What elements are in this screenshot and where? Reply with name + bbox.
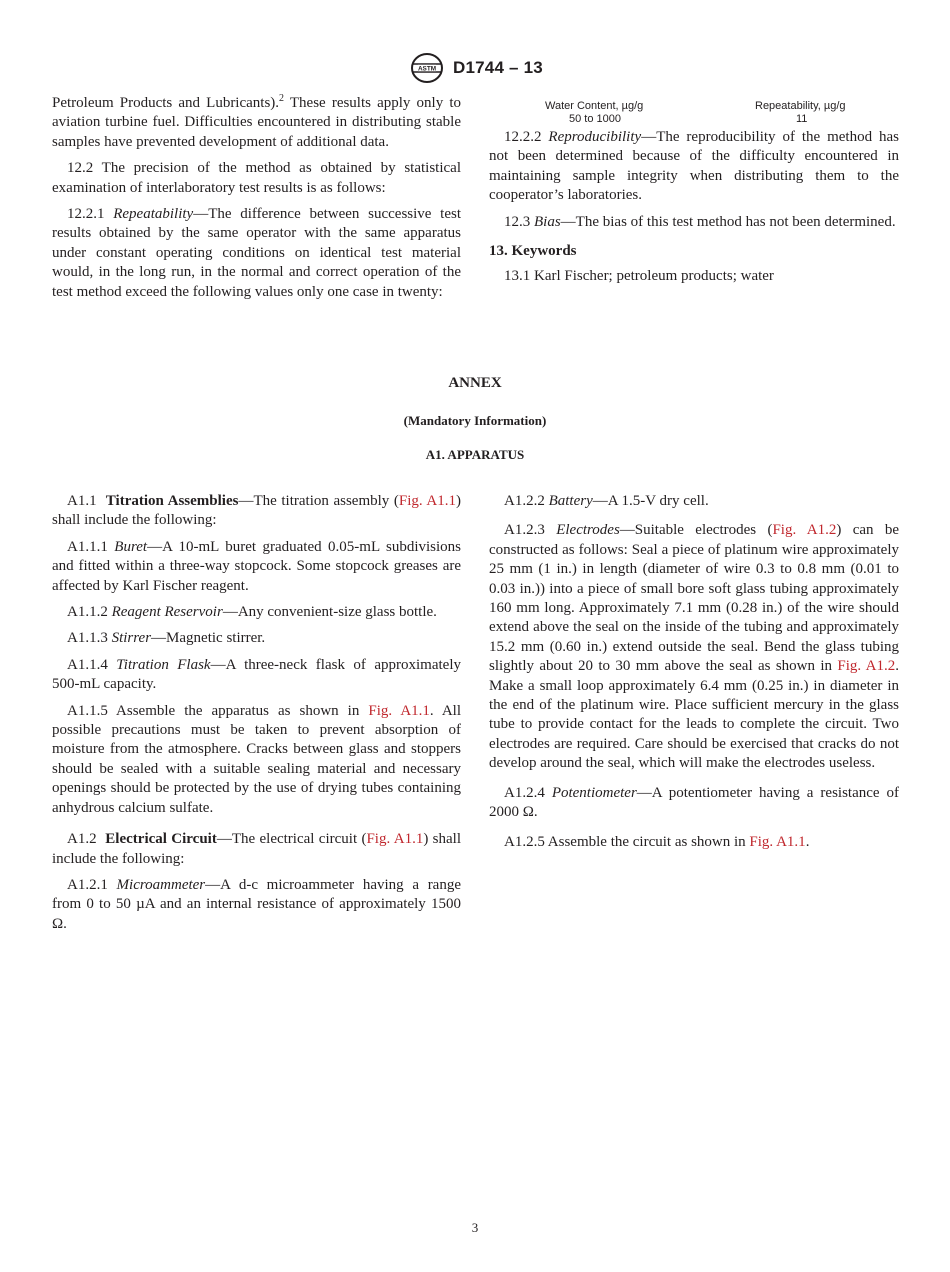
paragraph-a1-2-4: A1.2.4 Potentiometer—A potentiometer having a resistance of 2000 Ω.	[489, 784, 899, 821]
paragraph-a1-1-1: A1.1.1 Buret—A 10-mL buret graduated 0.05-mL subdivisions and fitted within a three-way stopcock. Some stopcock greases are affected by Karl Fischer reagent.	[52, 538, 461, 594]
page-header	[0, 52, 950, 84]
paragraph-12-3: 12.3 Bias—The bias of this test method has not been determined.	[504, 213, 896, 230]
paragraph-a1-1-2: A1.1.2 Reagent Reservoir—Any convenient-size glass bottle.	[67, 604, 437, 621]
fig-a1-1-link[interactable]: Fig. A1.1	[749, 833, 806, 850]
paragraph-a1-1-5: A1.1.5 Assemble the apparatus as shown in Fig. A1.1. All possible precautions must be taken to prevent absorption of moisture from the atmosphere. Cracks between glass and stoppers should be sealed with a suitable sealing material and necessary openings should be protected by the use of drying tubes containing anhydrous calcium sulfate.	[52, 702, 462, 816]
page-number: 3	[471, 1220, 479, 1235]
paragraph-12-2-1: 12.2.1 Repeatability—The difference between successive test results obtained by the same operator with the same apparatus under constant operating conditions on identical test material would, in the long run, in the normal and correct operation of the test method exceed the following values only one case in twenty:	[52, 206, 461, 300]
footnote-ref[interactable]: 2	[279, 93, 285, 104]
right-column-bottom	[489, 492, 899, 859]
table-header-repeatability: Repeatability, µg/g	[755, 100, 846, 112]
paragraph-13-1: 13.1 Karl Fischer; petroleum products; water	[504, 268, 774, 285]
paragraph-continuation: Petroleum Products and Lubricants).$^2$ These results apply only to aviation turbine fuel. Difficulties encountered in distributing stable samples have prevented development of additional data.	[52, 93, 461, 150]
paragraph-a1-2-3: A1.2.3 Electrodes—Suitable electrodes (Fig. A1.2) can be constructed as follows: Seal a piece of platinum wire approximately 25 mm (1 in.) in length (diameter of wire 0.3 to 0.8 mm (0.01 to 0.03 in.)) into a piece of small bore soft glass tubing approximately 160 mm long. Approximately 7.1 mm (0.28 in.) of the wire should extend above the seal on the inside of the tubing and approximately 15.2 mm (0.60 in.) extend outside the seal. Bend the glass tubing slightly about 20 to 30 mm above the seal as shown in Fig. A1.2. Make a small loop approximately 6.4 mm (0.25 in.) in diameter in the end of the platinum wire. Place sufficient mercury in the glass tube to provide contact for the leads to complete the circuit. Two electrodes are required. Care should be exercised that cracks do not develop around the seal, which will make the electrodes useless.	[489, 522, 900, 772]
section-heading-apparatus: A1. APPARATUS	[425, 447, 525, 462]
table-header-water-content: Water Content, µg/g	[545, 100, 644, 112]
keywords-heading: 13. Keywords	[489, 243, 577, 260]
paragraph-a1-2: A1.2 Electrical Circuit—The electrical circuit (Fig. A1.1) shall include the following:	[52, 831, 462, 867]
svg-text:ASTM: ASTM	[417, 65, 437, 73]
annex-subtitle: (Mandatory Information)	[403, 413, 547, 428]
paragraph-a1-1-3: A1.1.3 Stirrer—Magnetic stirrer.	[67, 630, 266, 647]
right-column-top	[489, 98, 899, 294]
paragraph-a1-2-1: A1.2.1 Microammeter—A d-c microammeter having a range from 0 to 50 µA and an internal resistance of approximately 1500 Ω.	[52, 876, 462, 932]
astm-logo-icon	[407, 52, 447, 84]
fig-a1-1-link[interactable]: Fig. A1.1	[366, 831, 424, 848]
repeatability-table	[489, 98, 899, 128]
paragraph-a1-2-2: A1.2.2 Battery—A 1.5-V dry cell.	[504, 493, 709, 509]
document-id: D1744 – 13	[453, 58, 543, 77]
paragraph-12-2: 12.2 The precision of the method as obtained by statistical examination of interlaboratory test results is as follows:	[52, 160, 461, 196]
fig-a1-2-link[interactable]: Fig. A1.2	[837, 658, 896, 675]
fig-a1-1-link[interactable]: Fig. A1.1	[368, 702, 430, 719]
paragraph-a1-1: A1.1 Titration Assemblies—The titration assembly (Fig. A1.1) shall include the following:	[52, 493, 462, 529]
paragraph-a1-2-5: A1.2.5 Assemble the circuit as shown in Fig. A1.1.	[504, 833, 810, 850]
left-column-top	[52, 94, 461, 309]
paragraph-12-2-2: 12.2.2 Reproducibility—The reproducibility of the method has not been determined because of the difficulty encountered in maintaining sample integrity when distributing them to the cooperator’s laboratories.	[489, 129, 900, 204]
left-column-bottom	[52, 492, 461, 941]
fig-a1-2-link[interactable]: Fig. A1.2	[772, 522, 837, 539]
fig-a1-1-link[interactable]: Fig. A1.1	[398, 493, 457, 509]
paragraph-a1-1-4: A1.1.4 Titration Flask—A three-neck flask of approximately 500-mL capacity.	[52, 656, 461, 693]
table-cell-water-content: 50 to 1000	[569, 113, 621, 125]
table-cell-repeatability: 11	[796, 113, 808, 125]
annex-title: ANNEX	[448, 375, 502, 391]
